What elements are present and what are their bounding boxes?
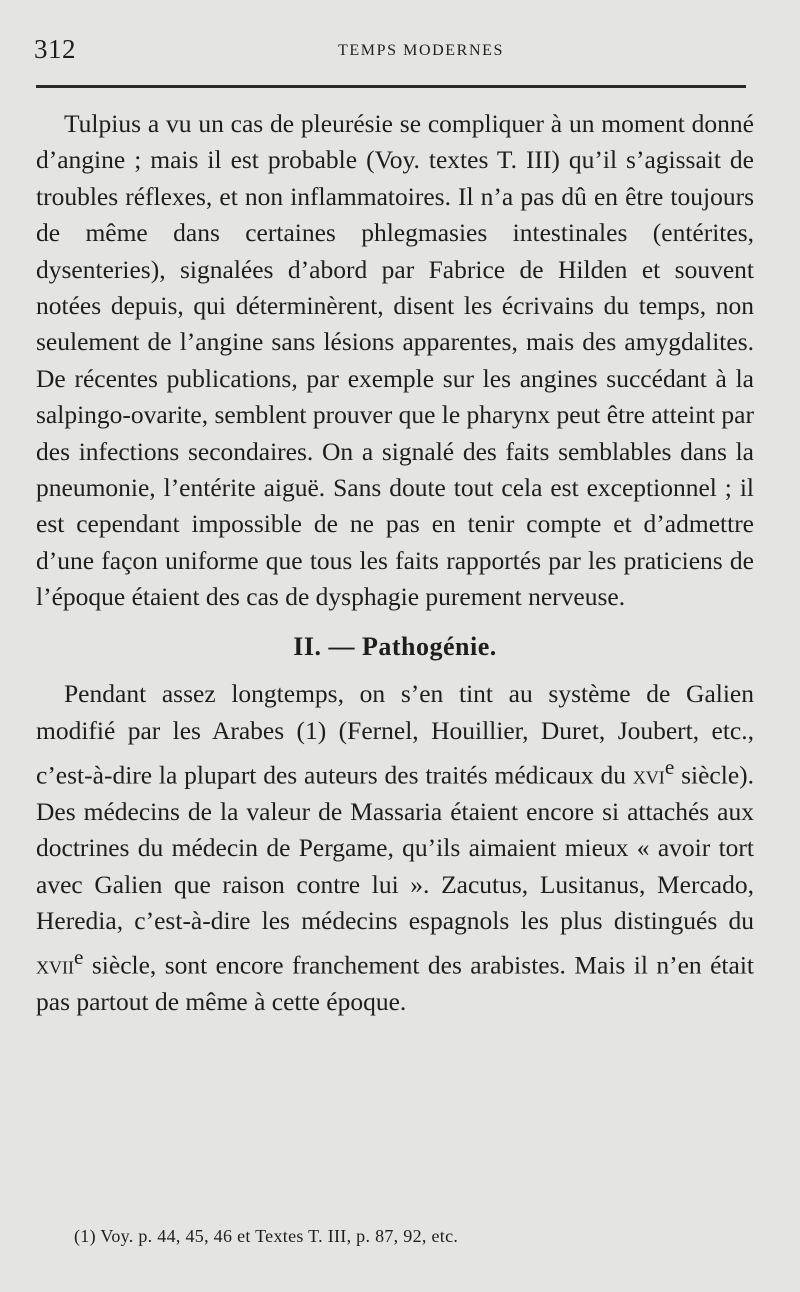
page-header (34, 32, 748, 68)
page-number: 312 (34, 34, 76, 64)
paragraph-1: Tulpius a vu un cas de pleurésie se compliquer à un moment donné d’angine ; mais il est probable (Voy. textes T. III) qu’il s’agissait de troubles réflexes, et non inflammatoires. Il n’a pas dû en être toujours de même dans certaines phlegmasies intestinales (entérites, dysenteries), signalées d’abord par Fabrice de Hilden et souvent notées depuis, qui déterminèrent, disent les écrivains du temps, non seulement de l’angine sans lésions apparentes, mais des amygdalites. De récentes publications, par exemple sur les angines succédant à la salpingo-ovarite, semblent prouver que le pharynx peut être atteint par des infections secondaires. On a signalé des faits semblables dans la pneumonie, l’entérite aiguë. Sans doute tout cela est exceptionnel ; il est cependant impossible de ne pas en tenir compte et d’admettre d’une façon uniforme que tous les faits rapportés par les praticiens de l’époque étaient des cas de dysphagie purement nerveuse. (36, 109, 754, 612)
paragraph-2-part-1: Pendant assez longtemps, on s’en tint au système de Galien modifié par les Arabes (1) (Fernel, Houillier, Duret, Joubert, etc., c’est-à-dire la plupart des auteurs des traités médicaux du (36, 679, 754, 790)
century-superscript-2: e (74, 945, 84, 970)
century-superscript-1: e (664, 754, 675, 779)
century-numeral-1: xvi (632, 760, 665, 790)
century-numeral-2: xvii (36, 950, 74, 980)
section-heading: II. — Pathogénie. (293, 631, 497, 661)
paragraph-2 (36, 676, 754, 1021)
header-rule (36, 85, 746, 88)
paragraph-2-part-2: siècle). Des médecins de la valeur de Massaria étaient encore si attachés aux doctrines du médecin de Pergame, qu’ils aimaient mieux « avoir tort avec Galien que raison contre lui ». Zacutus, Lusitanus, Mercado, Heredia, c’est-à-dire les médecins espagnols les plus distingués du (36, 760, 755, 936)
running-title: TEMPS MODERNES (338, 42, 504, 59)
paragraph-2-part-3: siècle, sont encore franchement des arabistes. Mais il n’en était pas partout de même à cette époque. (36, 950, 754, 1017)
main-text (36, 106, 754, 1021)
footnote: (1) Voy. p. 44, 45, 46 et Textes T. III, p. 87, 92, etc. (74, 1226, 459, 1246)
